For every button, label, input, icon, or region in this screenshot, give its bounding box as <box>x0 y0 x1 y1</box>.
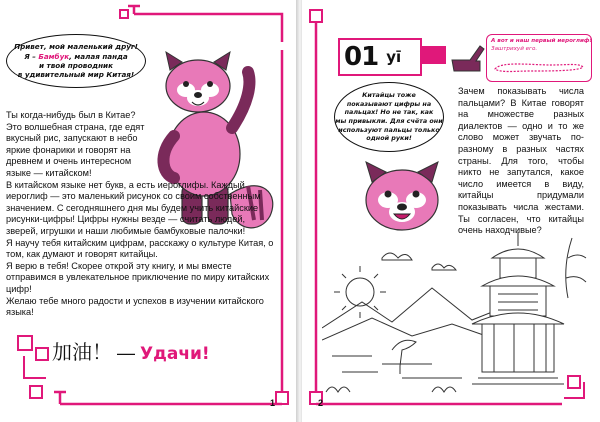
bubble-line-2-prefix: Я – <box>24 51 39 61</box>
rbubble-line-1: Китайцы тоже <box>362 91 416 100</box>
rbubble-line-3: пальцах! Но не так, как <box>344 108 434 117</box>
paragraph-3: В китайском языке нет букв, а есть иероглифы. Каждый иероглиф — это маленький рисунок со своим собственным значением. С сегодняшнего дня мы будем учить китайские рисунки-цифры! Цифры нужны везде — считать людей, зверей, игрушки и наши любимые бамбуковые палочки! <box>6 179 261 236</box>
bubble-line-2-suffix: , малая панда <box>69 51 128 61</box>
right-paragraph: Зачем показывать числа пальцами? В Китае говорят на множестве разных диалектов — одно и то же слово может звучать по-разному в разных частях страны. Для того, чтобы никто не запутался, какое число имеется в виду, китайцы придумали показывать числа жестами. Ты согласен, что китайцы очень находчивые? <box>458 86 584 236</box>
closing-chinese: 加油！ <box>52 340 112 364</box>
panda-name: Бамбук <box>38 51 70 61</box>
closing-russian: Удачи! <box>140 344 210 364</box>
paragraph-1: Ты когда-нибудь был в Китае? <box>6 110 136 120</box>
number-box-bar <box>420 46 446 64</box>
bubble-line-2 <box>14 52 138 61</box>
right-page <box>302 0 600 422</box>
yi-character-trace-stroke <box>491 57 587 77</box>
bubble-line-4: в удивительный мир Китая! <box>17 70 135 80</box>
paragraph-2: Это волшебная страна, где едят вкусный рис, запускают в небо яркие фонарики и говорят на древнем и очень интересном языке — китайском! <box>6 121 145 178</box>
trace-hint-text: Заштрихуй его. <box>491 46 538 52</box>
red-panda-head-illustration <box>358 156 448 236</box>
closing-phrase <box>52 336 210 365</box>
paragraph-4: Я научу тебя китайским цифрам, расскажу о культуре Китая, о том, как думают и говорят китайцы. <box>6 237 274 260</box>
page-number-left: 1 <box>270 398 276 408</box>
left-speech-bubble <box>6 34 146 88</box>
number-box <box>338 38 422 76</box>
left-page <box>0 0 298 422</box>
rbubble-line-5: используют пальцы только <box>338 125 440 134</box>
right-body-text <box>458 86 584 237</box>
paragraph-6: Желаю тебе много радости и успехов в изучении китайского языка! <box>6 295 264 318</box>
bubble-line-1: Привет, мой маленький друг! <box>14 42 138 52</box>
instruction-text: А вот и наш первый иероглиф! <box>491 38 592 44</box>
bubble-line-3: и твой проводник <box>39 61 113 70</box>
rbubble-line-6: одной руки! <box>366 134 412 143</box>
closing-dash: — <box>112 343 141 363</box>
pointing-hand-icon <box>446 36 486 76</box>
left-body-text <box>6 110 278 319</box>
paragraph-5: Я верю в тебя! Скорее открой эту книгу, и мы вместе отправимся в увлекательное приключение по миру китайских цифр! <box>6 260 270 294</box>
instruction-banner <box>486 34 592 82</box>
chinese-landscape-illustration <box>322 228 594 398</box>
page-number-right: 2 <box>318 398 324 408</box>
rbubble-line-2: показывают цифры на <box>346 99 432 108</box>
number-digits: 01 <box>344 42 379 72</box>
right-speech-bubble <box>334 82 444 152</box>
rbubble-line-4: мы привыкли. Для счёта они <box>335 117 443 125</box>
number-pinyin: yī <box>386 48 402 66</box>
